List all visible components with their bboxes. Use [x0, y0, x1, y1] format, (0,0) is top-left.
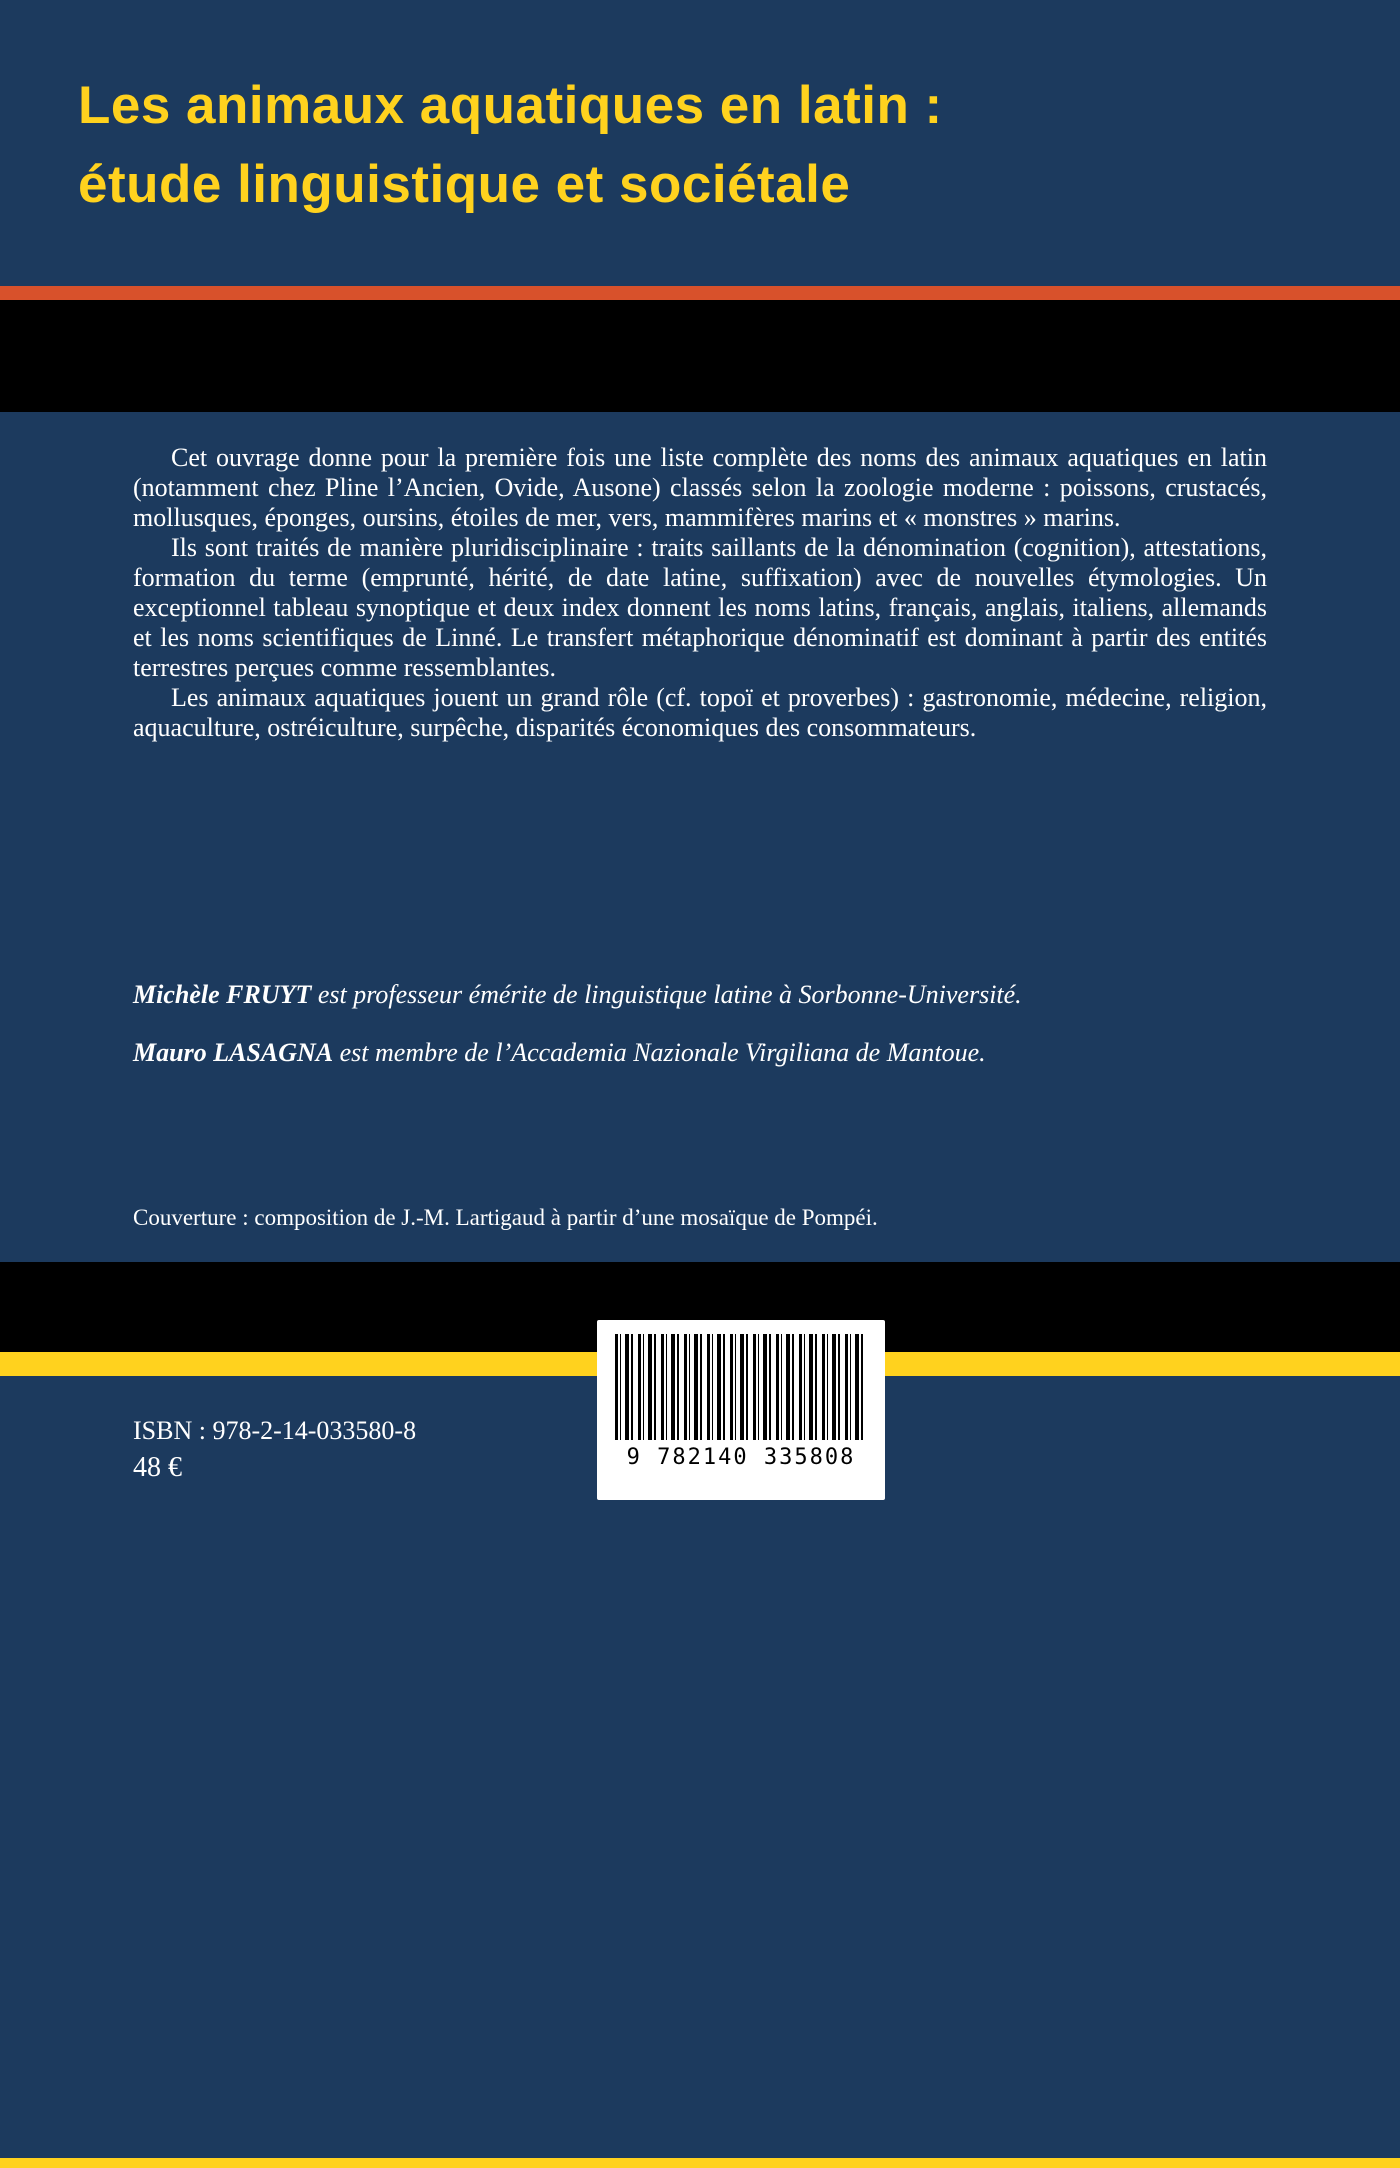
book-title — [78, 66, 1340, 224]
barcode-number: 9 782140 335808 — [626, 1445, 856, 1470]
isbn-block — [133, 1412, 416, 1486]
author-name: Mauro LASAGNA — [133, 1038, 334, 1067]
price-text: 48 € — [133, 1452, 182, 1483]
book-title-line-2: étude linguistique et sociétale — [78, 155, 851, 214]
synopsis-paragraph-1: Cet ouvrage donne pour la première fois une liste complète des noms des animaux aquatiques en latin (notamment chez Pline l’Ancien, Ovide, Ausone) classés selon la zoologie moderne : poissons, crustacés, mollusques, éponges, oursins, étoiles de mer, vers, mammifères marins et « monstres » marins. — [133, 443, 1267, 532]
book-title-line-1: Les animaux aquatiques en latin : — [78, 76, 943, 135]
author-bio-lasagna — [133, 1036, 1267, 1070]
top-black-band — [0, 300, 1400, 412]
cover-credit: Couverture : composition de J.-M. Lartigaud à partir d’une mosaïque de Pompéi. — [133, 1205, 878, 1230]
author-bio-text: est professeur émérite de linguistique latine à Sorbonne-Université. — [317, 980, 1022, 1009]
synopsis-paragraph-2: Ils sont traités de manière pluridisciplinaire : traits saillants de la dénomination (cognition), attestations, formation du terme (emprunté, hérité, de date latine, suffixation) avec de nouvelles étymologies. Un exceptionnel tableau synoptique et deux index donnent les noms latins, français, anglais, italiens, allemands et les noms scientifiques de Linné. Le transfert métaphorique dénominatif est dominant à partir des entités terrestres perçues comme ressemblantes. — [133, 533, 1267, 682]
isbn-text: ISBN : 978-2-14-033580-8 — [133, 1416, 417, 1445]
red-stripe — [0, 286, 1400, 300]
author-bio-text: est membre de l’Accademia Nazionale Virgiliana de Mantoue. — [339, 1038, 986, 1067]
barcode — [597, 1320, 885, 1500]
bottom-yellow-bar — [0, 2158, 1400, 2168]
barcode-bars-icon — [615, 1334, 867, 1440]
author-bios — [133, 978, 1267, 1094]
author-name: Michèle FRUYT — [133, 980, 312, 1009]
synopsis — [133, 443, 1267, 743]
synopsis-paragraph-3: Les animaux aquatiques jouent un grand rôle (cf. topoï et proverbes) : gastronomie, médecine, religion, aquaculture, ostréiculture, surpêche, disparités économiques des consommateurs. — [133, 683, 1267, 742]
author-bio-fruyt — [133, 978, 1267, 1012]
